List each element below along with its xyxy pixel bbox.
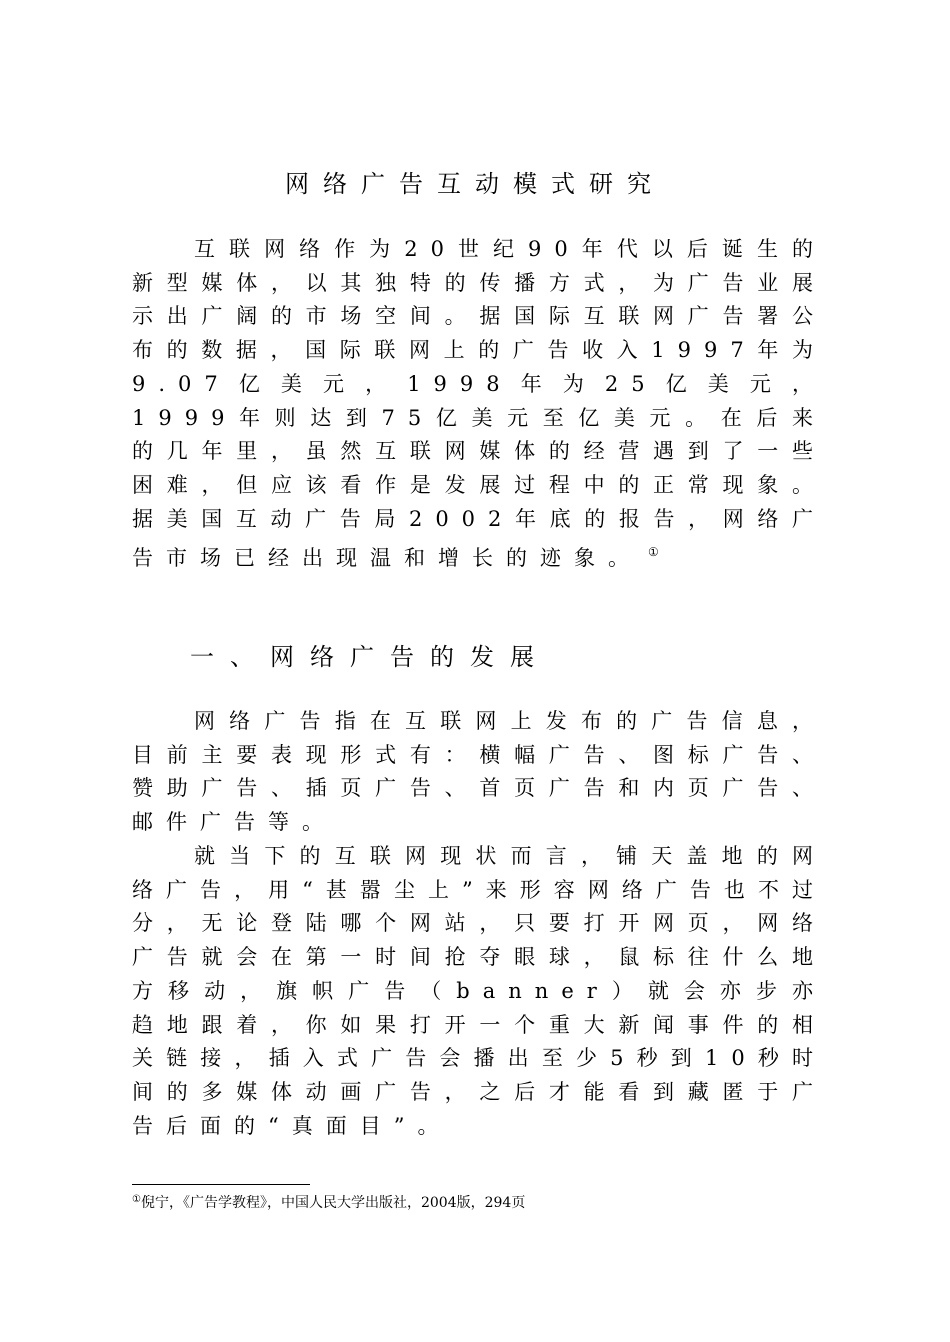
intro-paragraph <box>132 233 826 576</box>
body-paragraph-1: 网络广告指在互联网上发布的广告信息，目前主要表现形式有：横幅广告、图标广告、赞助广告、插页广告、首页广告和内页广告、邮件广告等。 <box>132 709 826 835</box>
footnote-reference: ① <box>648 545 659 560</box>
page-title: 网络广告互动模式研究 <box>285 170 665 198</box>
body-paragraph-2: 就当下的互联网现状而言，铺天盖地的网络广告，用“甚嚣尘上”来形容网络广告也不过分，无论登陆哪个网站，只要打开网页，网络广告就会在第一时间抢夺眼球，鼠标往什么地方移动，旗帜广告（banner）就会亦步亦趋地跟着，你如果打开一个重大新闻事件的相关链接，插入式广告会播出至少5秒到10秒时间的多媒体动画广告，之后才能看到藏匿于广告后面的“真面目”。 <box>132 844 826 1138</box>
footnote-divider <box>132 1184 310 1185</box>
footnote <box>132 1190 525 1213</box>
footnote-text: 倪宁，《广告学教程》，中国人民大学出版社，2004版，294页 <box>140 1195 526 1211</box>
footnote-mark: ① <box>132 1194 141 1205</box>
section-heading: 一、网络广告的发展 <box>190 643 550 671</box>
intro-paragraph-text: 互联网络作为20世纪90年代以后诞生的新型媒体，以其独特的传播方式，为广告业展示出广阔的市场空间。据国际互联网广告署公布的数据，国际联网上的广告收入1997年为9.07亿美元，1998年为25亿美元，1999年则达到75亿美元至亿美元。在后来的几年里，虽然互联网媒体的经营遇到了一些困难，但应该看作是发展过程中的正常现象。据美国互动广告局2002年底的报告，网络广告市场已经出现温和增长的迹象。 <box>132 237 826 571</box>
